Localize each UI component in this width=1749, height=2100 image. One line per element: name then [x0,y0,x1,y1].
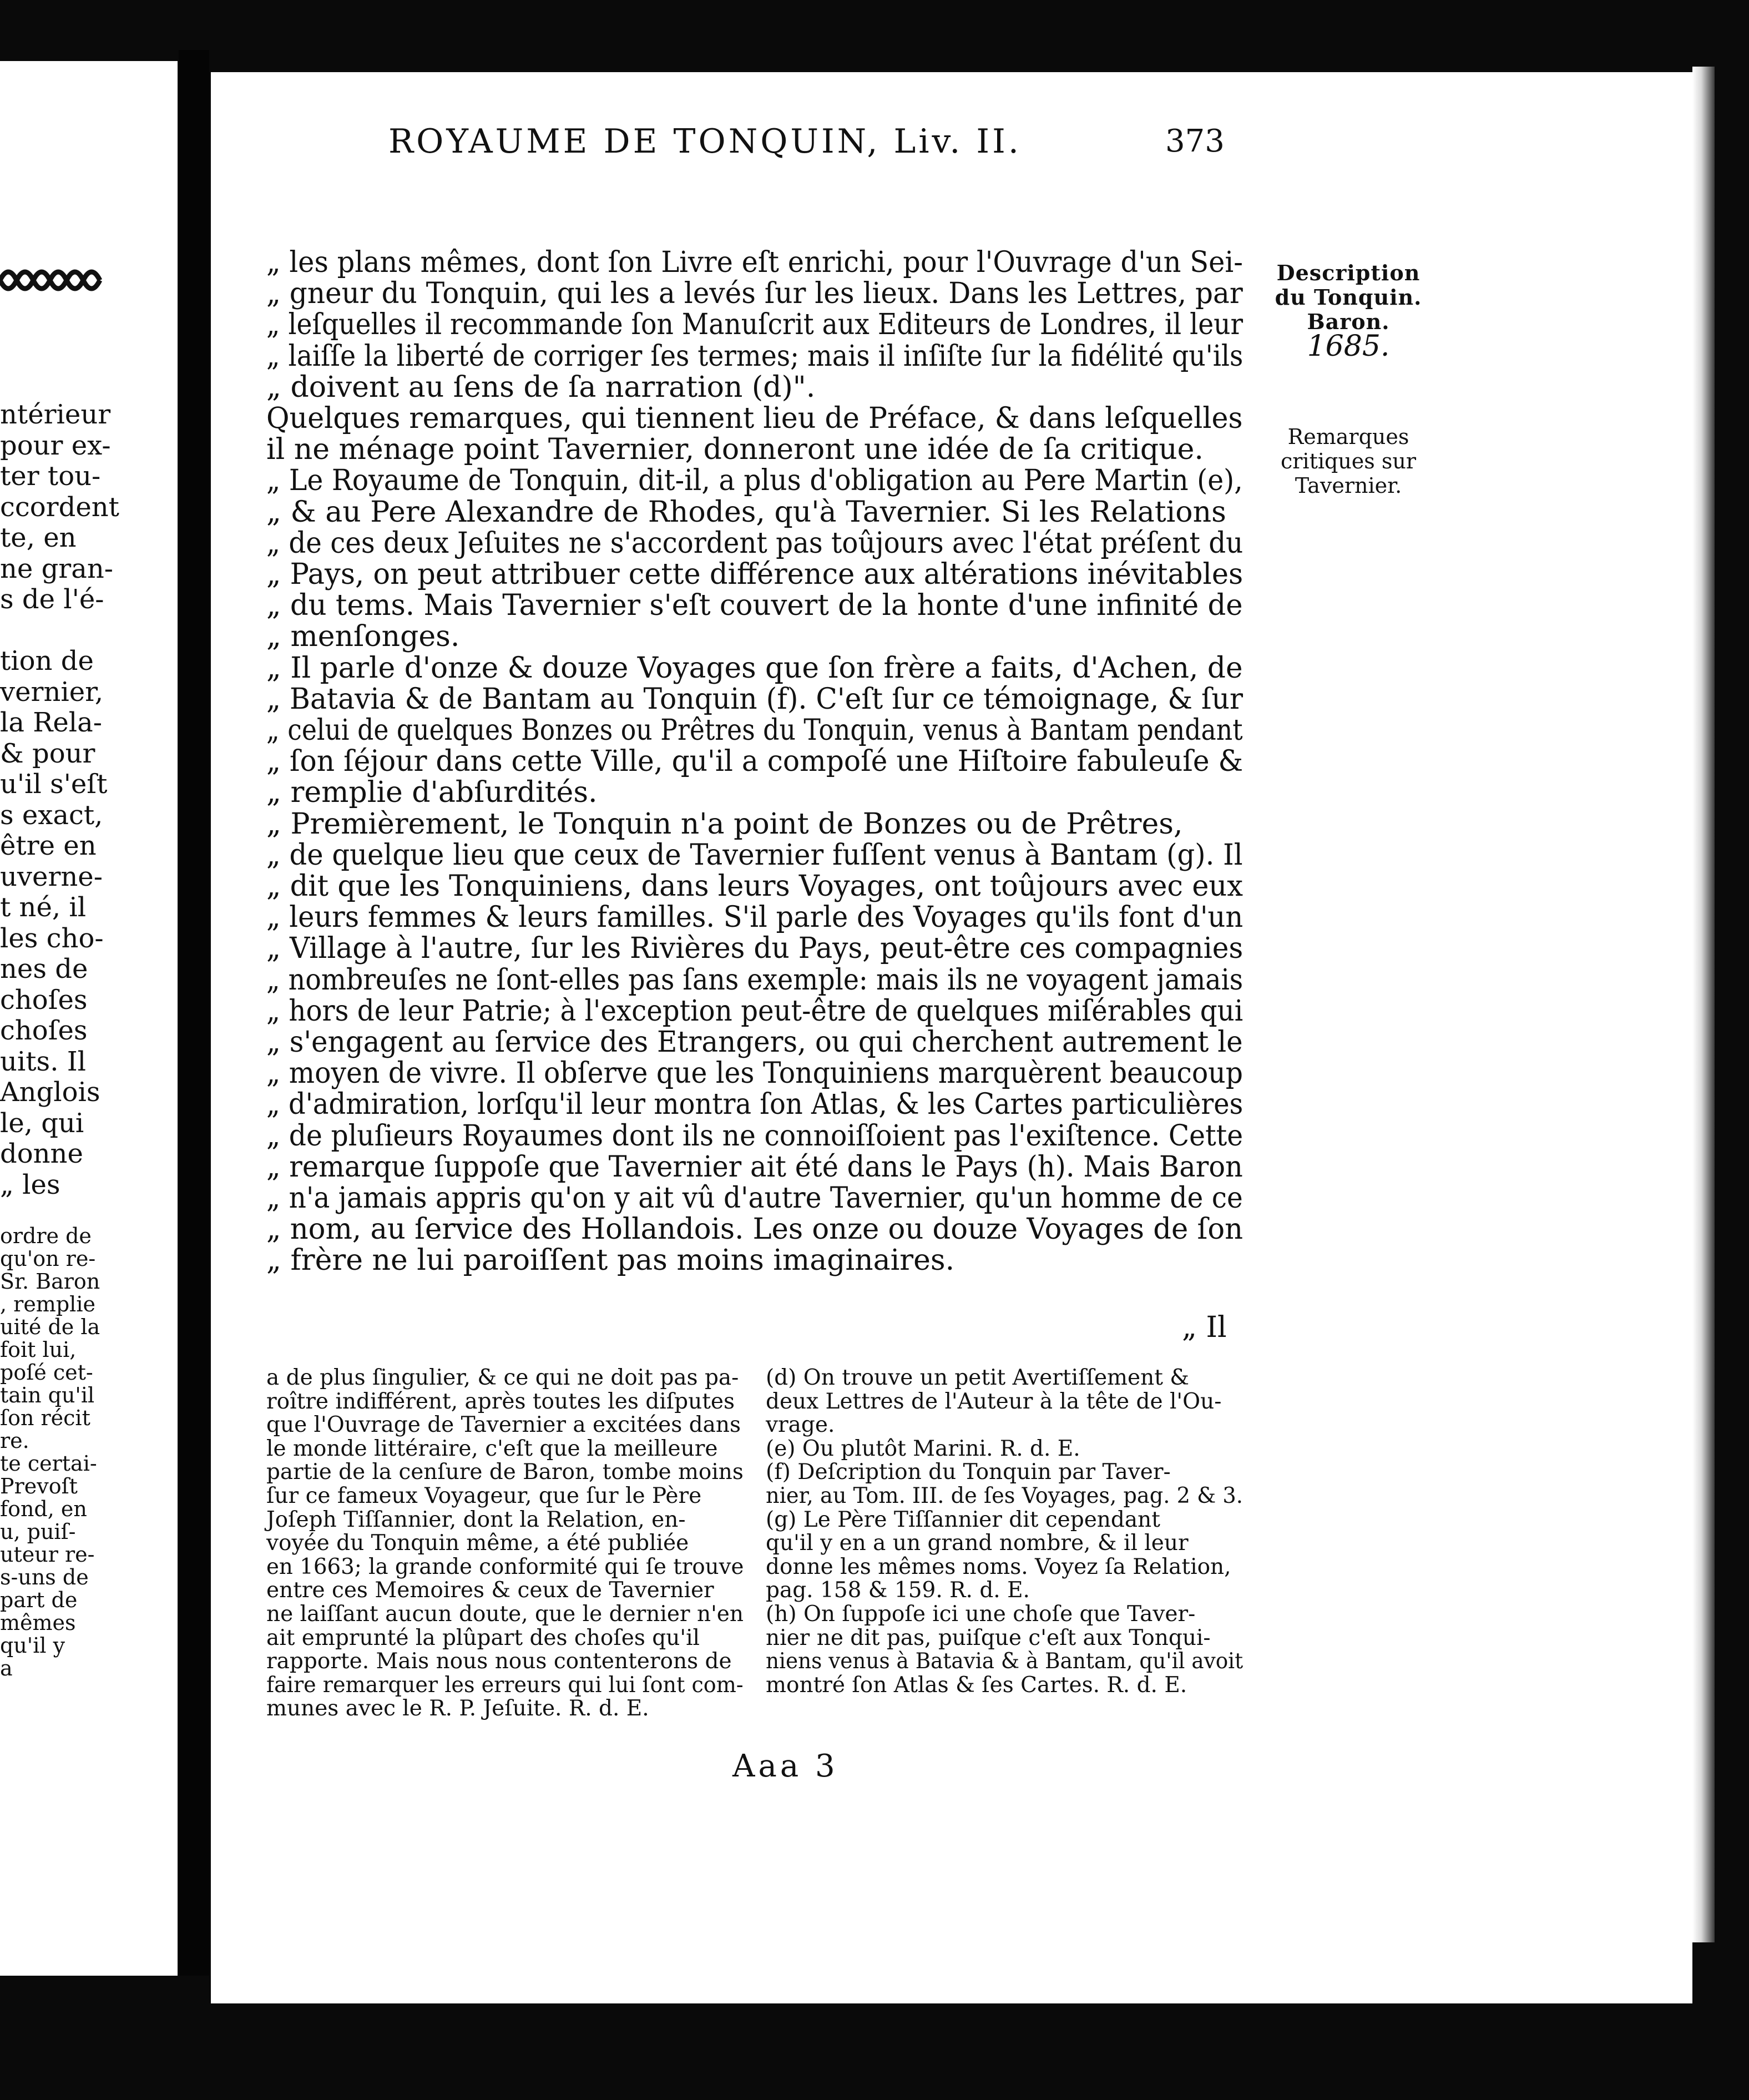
text-line: ccordent [0,491,119,523]
text-line: (g) Le Père Tiſſannier dit cependant [766,1507,1160,1532]
text-line: tion de [0,645,94,677]
text-line: montré ſon Atlas & ſes Cartes. R. d. E. [766,1672,1187,1698]
text-line: donne [0,1138,83,1169]
text-line: voyée du Tonquin même, a été publiée [266,1531,689,1556]
text-line: vrage. [766,1412,835,1438]
text-line: le monde littéraire, c'eſt que la meilleure [266,1436,718,1461]
text-line: „ dit que les Tonquiniens, dans leurs Voyages, ont toûjours avec eux [266,870,1243,903]
sidenote-remarques [1265,425,1432,498]
text-line: uits. Il [0,1046,87,1077]
text-line: „ frère ne lui paroiſſent pas moins imaginaires. [266,1244,955,1278]
text-line: „ les [0,1169,60,1200]
text-line: être en [0,830,97,861]
text-line: partie de la cenſure de Baron, tombe moins [266,1460,744,1485]
text-line: le, qui [0,1107,84,1139]
text-line: „ s'engagent au ſervice des Etrangers, ou qui cherchent autrement le [266,1026,1243,1059]
text-line: u'il s'eſt [0,769,108,800]
text-line: uverne- [0,861,103,892]
text-line: „ de quelque lieu que ceux de Tavernier fuſſent venus à Bantam (g). Il [266,838,1243,872]
text-line: la Rela- [0,707,102,738]
text-line: „ remarque ſuppoſe que Tavernier ait été dans le Pays (h). Mais Baron [266,1150,1243,1184]
text-line: deux Lettres de l'Auteur à la tête de l'Ou- [766,1389,1222,1414]
text-line: Anglois [0,1077,100,1108]
text-line: „ gneur du Tonquin, qui les a levés ſur les lieux. Dans les Lettres, par [266,277,1243,311]
text-line: „ hors de leur Patrie; à l'exception peut-être de quelques miſérables qui [266,994,1243,1028]
text-line: Joſeph Tiſſannier, dont la Relation, en- [266,1507,686,1532]
text-line: „ & au Pere Alexandre de Rhodes, qu'à Tavernier. Si les Relations [266,495,1226,529]
text-line: s-uns de [0,1565,89,1589]
page-edge-shadow [1692,67,1715,1942]
book-gutter [179,50,209,1976]
text-line: a de plus ſingulier, & ce qui ne doit pas pa- [266,1365,739,1390]
text-line: „ les plans mêmes, dont ſon Livre eſt enrichi, pour l'Ouvrage d'un Sei- [266,246,1243,279]
sidenote-line: Tavernier. [1295,473,1402,498]
text-line: „ Village à l'autre, ſur les Rivières du Pays, peut-être ces compagnies [266,932,1243,966]
text-line: „ Premièrement, le Tonquin n'a point de Bonzes ou de Prêtres, [266,807,1183,841]
text-line: „ de pluſieurs Royaumes dont ils ne connoiſſoient pas l'exiſtence. Cette [266,1119,1243,1153]
text-line: (f) Deſcription du Tonquin par Taver- [766,1460,1171,1485]
sidenote-line: du Tonquin. [1275,285,1422,310]
sidenote-line: Baron. [1307,309,1390,334]
text-line: vernier, [0,676,104,708]
text-line: „ Pays, on peut attribuer cette différence aux altérations inévitables [266,558,1243,591]
text-line: ordre de [0,1224,92,1248]
text-line: , remplie [0,1292,95,1316]
text-line: „ d'admiration, lorſqu'il leur montra ſon Atlas, & les Cartes particulières [266,1088,1243,1122]
text-line: rapporte. Mais nous nous contenterons de [266,1649,732,1674]
text-line: s exact, [0,799,103,831]
text-line: fond, en [0,1497,87,1521]
text-line: uité de la [0,1315,100,1339]
text-line: munes avec le R. P. Jeſuite. R. d. E. [266,1696,649,1722]
text-line: „ Il parle d'onze & douze Voyages que ſon frère a faits, d'Achen, de [266,651,1243,685]
text-line: part de [0,1588,78,1612]
text-line: ntérieur [0,399,111,430]
text-line: „ n'a jamais appris qu'on y ait vû d'autre Tavernier, qu'un homme de ce [266,1182,1243,1215]
text-line: qu'on re- [0,1246,96,1271]
text-line: (d) On trouve un petit Avertiſſement & [766,1365,1189,1390]
text-line: ait emprunté la plûpart des choſes qu'il [266,1625,700,1650]
text-line: re. [0,1428,29,1453]
ornament-band [0,261,111,300]
text-line: (e) Ou plutôt Marini. R. d. E. [766,1436,1080,1461]
text-line: s de l'é- [0,584,104,615]
text-line: nes de [0,953,88,985]
text-line: mêmes [0,1611,76,1635]
text-line: „ Batavia & de Bantam au Tonquin (f). C'eſt ſur ce témoignage, & ſur [266,682,1243,716]
text-line: & pour [0,738,95,769]
text-line: Quelques remarques, qui tiennent lieu de Préface, & dans leſquelles [266,402,1243,435]
text-line: foit lui, [0,1337,77,1362]
sidenote-line: Remarques [1287,425,1409,449]
text-line: te, en [0,522,77,553]
text-line: qu'il y [0,1633,65,1658]
text-line: „ moyen de vivre. Il obſerve que les Tonquiniens marquèrent beaucoup [266,1057,1243,1091]
text-line: faire remarquer les erreurs qui lui ſont com- [266,1672,744,1698]
text-line: niens venus à Batavia & à Bantam, qu'il avoit [766,1649,1243,1674]
text-line: „ du tems. Mais Tavernier s'eſt couvert de la honte d'une infinité de [266,589,1243,623]
text-line: pour ex- [0,430,111,461]
text-line: il ne ménage point Tavernier, donneront une idée de ſa critique. [266,433,1204,467]
sidenote-description [1265,260,1432,363]
text-line: ne gran- [0,553,113,584]
text-line: nier ne dit pas, puiſque c'eſt aux Tonqui- [766,1625,1211,1650]
text-line: ſur ce fameux Voyageur, que ſur le Père [266,1483,702,1508]
text-line: qu'il y en a un grand nombre, & il leur [766,1531,1189,1556]
text-line: „ Le Royaume de Tonquin, dit-il, a plus d'obligation au Pere Martin (e), [266,464,1243,498]
text-line: „ laiſſe la liberté de corriger ſes termes; mais il inſiſte ſur la fidélité qu'ils [266,339,1243,373]
page-number: 373 [1165,123,1225,159]
sidenote-line: critiques sur [1280,449,1417,473]
text-line: „ celui de quelques Bonzes ou Prêtres du Tonquin, venus à Bantam pendant [266,714,1243,747]
text-line: roître indifférent, après toutes les diſputes [266,1389,735,1414]
text-line: que l'Ouvrage de Tavernier a excitées dans [266,1412,741,1438]
text-line: „ de ces deux Jeſuites ne s'accordent pas toûjours avec l'état préſent du [266,526,1243,560]
sidenote-year: 1685. [1307,330,1390,363]
text-line: donne les mêmes noms. Voyez ſa Relation, [766,1554,1231,1579]
text-line: „ remplie d'abſurdités. [266,776,598,810]
running-head: ROYAUME DE TONQUIN, Liv. II. [388,122,1022,161]
text-line: ne laiſſant aucun doute, que le dernier n'en [266,1602,744,1627]
signature-mark: Aaa 3 [732,1748,838,1784]
text-line: t né, il [0,892,87,923]
text-line: ſon récit [0,1406,90,1430]
text-line: a [0,1656,13,1680]
text-line: choſes [0,984,88,1016]
text-line: entre ces Memoires & ceux de Tavernier [266,1578,714,1603]
text-line: te certai- [0,1451,97,1476]
left-facing-page [0,61,178,1976]
text-line: nier, au Tom. III. de ſes Voyages, pag. 2 & 3. [766,1483,1243,1508]
text-line: pag. 158 & 159. R. d. E. [766,1578,1030,1603]
text-line: les cho- [0,922,104,954]
text-line: poſé cet- [0,1360,93,1385]
text-line: (h) On ſuppoſe ici une choſe que Taver- [766,1602,1196,1627]
text-line: Prevoſt [0,1474,78,1498]
text-line: „ leſquelles il recommande ſon Manuſcrit aux Editeurs de Londres, il leur [266,308,1243,342]
text-line: u, puiſ- [0,1520,76,1544]
text-line: „ nombreuſes ne ſont-elles pas ſans exemple: mais ils ne voyagent jamais [266,963,1243,997]
text-line: Sr. Baron [0,1269,100,1294]
text-line: „ nom, au ſervice des Hollandois. Les onze ou douze Voyages de ſon [266,1213,1243,1246]
text-line: „ menſonges. [266,620,460,654]
text-line: tain qu'il [0,1383,95,1407]
text-line: uteur re- [0,1542,95,1567]
text-line: ter tou- [0,461,101,492]
text-line: en 1663; la grande conformité qui ſe trouve [266,1554,744,1579]
sidenote-line: Description [1276,260,1421,285]
text-line: choſes [0,1015,88,1046]
text-line: „ ſon ſéjour dans cette Ville, qu'il a compoſé une Hiſtoire fabuleuſe & [266,745,1243,779]
catchword: „ Il [1182,1311,1227,1344]
text-line: „ doivent au ſens de ſa narration (d)". [266,370,816,404]
text-line: „ leurs femmes & leurs familles. S'il parle des Voyages qu'ils font d'un [266,901,1243,935]
